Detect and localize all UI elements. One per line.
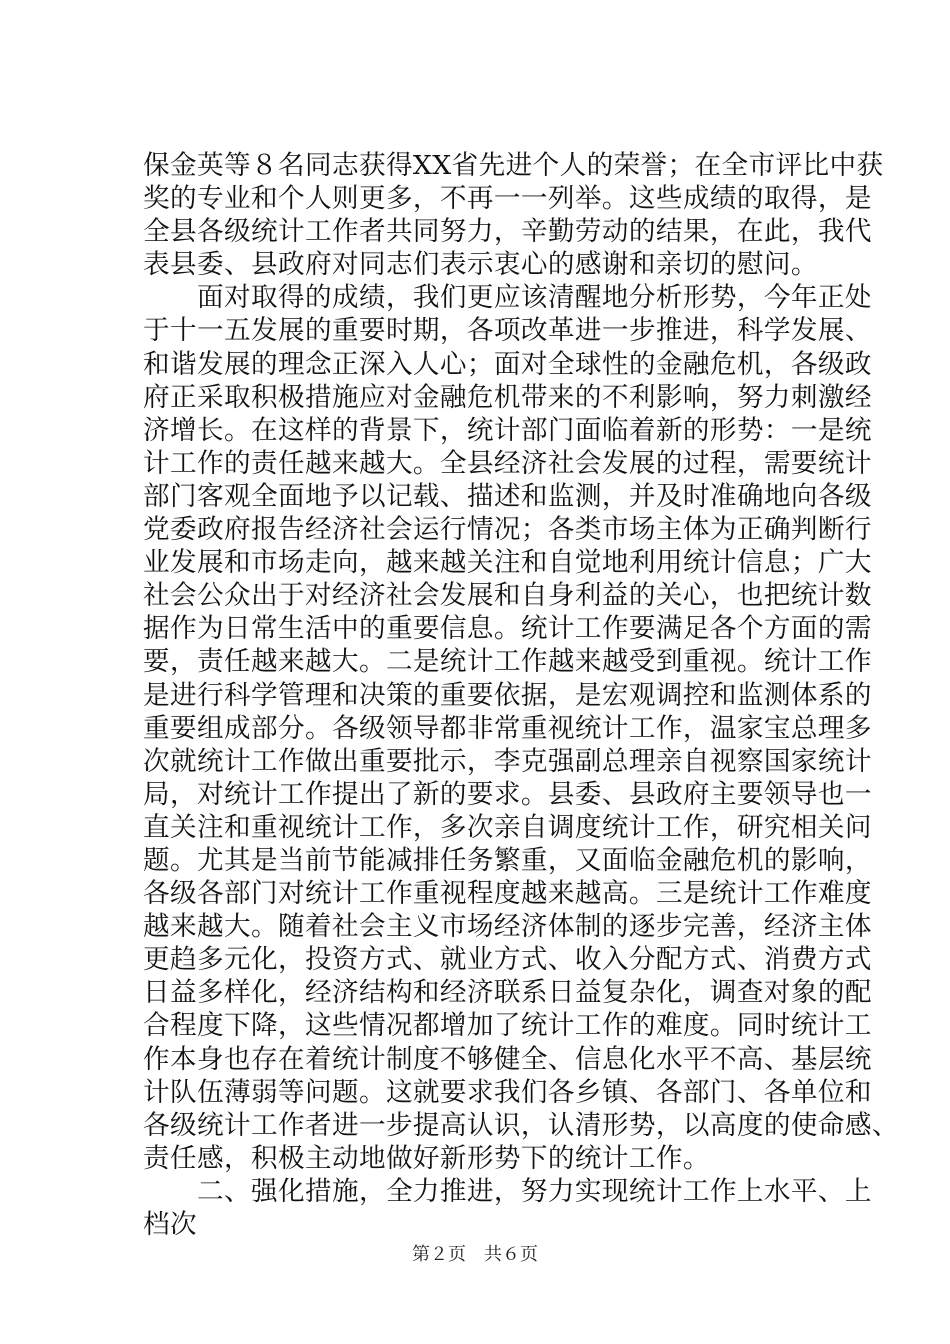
text-line: 责任感，积极主动地做好新形势下的统计工作。 — [143, 1142, 710, 1174]
text-line: 业发展和市场走向，越来越关注和自觉地利用统计信息；广大 — [143, 547, 872, 579]
text-line: 府正采取积极措施应对金融危机带来的不利影响，努力刺激经 — [143, 381, 872, 413]
section-heading-line: 档次 — [143, 1209, 197, 1240]
text-line: 部门客观全面地予以记载、描述和监测，并及时准确地向各级 — [143, 480, 872, 512]
text-line: 是进行科学管理和决策的重要依据，是宏观调控和监测体系的 — [143, 679, 872, 711]
body-text — [143, 149, 899, 1241]
text-line: 各级统计工作者进一步提高认识，认清形势，以高度的使命感、 — [143, 1109, 899, 1141]
text-line: 更趋多元化，投资方式、就业方式、收入分配方式、消费方式 — [143, 944, 872, 976]
text-line: 局，对统计工作提出了新的要求。县委、县政府主要领导也一 — [143, 778, 872, 810]
page-number-footer: 第２页 共６页 — [412, 1244, 538, 1265]
text-line: 济增长。在这样的背景下，统计部门面临着新的形势：一是统 — [143, 414, 872, 446]
text-line: 越来越大。随着社会主义市场经济体制的逐步完善，经济主体 — [143, 911, 872, 943]
text-line: 次就统计工作做出重要批示，李克强副总理亲自视察国家统计 — [143, 745, 872, 777]
text-line: 奖的专业和个人则更多，不再一一列举。这些成绩的取得，是 — [143, 183, 872, 215]
text-line: 据作为日常生活中的重要信息。统计工作要满足各个方面的需 — [143, 613, 872, 645]
text-line: 合程度下降，这些情况都增加了统计工作的难度。同时统计工 — [143, 1010, 872, 1042]
text-line: 各级各部门对统计工作重视程度越来越高。三是统计工作难度 — [143, 878, 872, 910]
text-line: 题。尤其是当前节能减排任务繁重，又面临金融危机的影响， — [143, 844, 872, 876]
text-line: 和谐发展的理念正深入人心；面对全球性的金融危机，各级政 — [143, 348, 872, 380]
text-line: 保金英等８名同志获得XX省先进个人的荣誉；在全市评比中获 — [143, 150, 884, 181]
text-line: 日益多样化，经济结构和经济联系日益复杂化，调查对象的配 — [143, 977, 872, 1009]
text-line: 党委政府报告经济社会运行情况；各类市场主体为正确判断行 — [143, 514, 872, 546]
text-line: 全县各级统计工作者共同努力，辛勤劳动的结果，在此，我代 — [143, 216, 872, 248]
text-line: 重要组成部分。各级领导都非常重视统计工作，温家宝总理多 — [143, 712, 872, 744]
text-line: 社会公众出于对经济社会发展和自身利益的关心，也把统计数 — [143, 580, 872, 612]
text-line: 表县委、县政府对同志们表示衷心的感谢和亲切的慰问。 — [143, 249, 818, 281]
section-heading-line: 二、强化措施，全力推进，努力实现统计工作上水平、上 — [143, 1175, 872, 1207]
text-line: 于十一五发展的重要时期，各项改革进一步推进，科学发展、 — [143, 315, 872, 347]
text-line: 计队伍薄弱等问题。这就要求我们各乡镇、各部门、各单位和 — [143, 1076, 872, 1108]
text-line: 直关注和重视统计工作，多次亲自调度统计工作，研究相关问 — [143, 811, 872, 843]
text-line: 要，责任越来越大。二是统计工作越来越受到重视。统计工作 — [143, 646, 872, 678]
text-line: 作本身也存在着统计制度不够健全、信息化水平不高、基层统 — [143, 1043, 872, 1075]
text-line: 计工作的责任越来越大。全县经济社会发展的过程，需要统计 — [143, 447, 872, 479]
text-line: 面对取得的成绩，我们更应该清醒地分析形势，今年正处 — [143, 282, 872, 314]
